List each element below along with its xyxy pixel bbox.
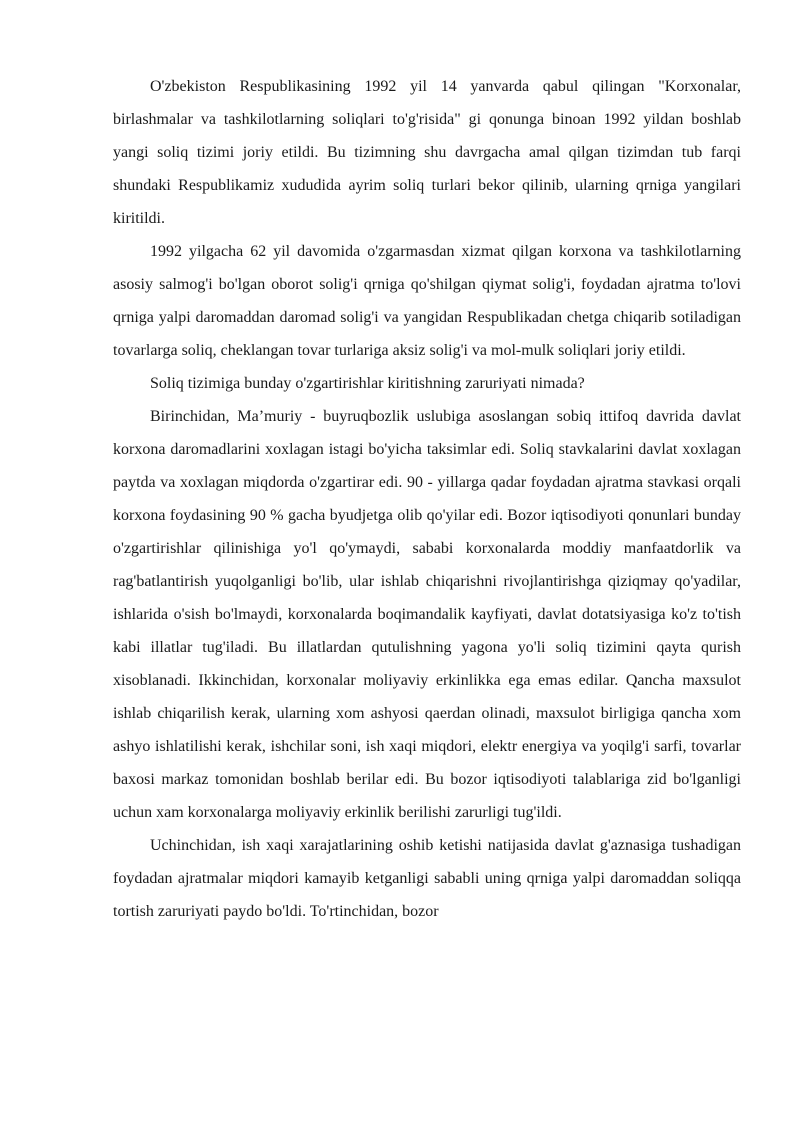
paragraph-tax-law-1992: O'zbekiston Respublikasining 1992 yil 14 yanvarda qabul qilingan "Korxonalar, birlashmalar va tashkilotlarning soliqlari to'g'risida" gi qonunga binoan 1992 yildan boshlab yangi soliq tizimi joriy etildi. Bu tizimning shu davrgacha amal qilgan tizimdan tub farqi shundaki Respublikamiz xududida ayrim soliq turlari bekor qilinib, ularning qrniga yangilari kiritildi. [113,78,741,227]
paragraph-question: Soliq tizimiga bunday o'zgartirishlar kiritishning zaruriyati nimada? [150,375,585,392]
paragraph-first-second-reasons: Birinchidan, Ma’muriy - buyruqbozlik uslubiga asoslangan sobiq ittifoq davrida davlat korxona daromadlarini xoxlagan istagi bo'yicha taksimlar edi. Soliq stavkalarini davlat xoxlagan paytda va xoxlagan miqdorda o'zgartirar edi. 90 - yillarga qadar foydadan ajratma stavkasi orqali korxona foydasining 90 % gacha byudjetga olib qo'yilar edi. Bozor iqtisodiyoti qonunlari bunday o'zgartirishlar qilinishiga yo'l qo'ymaydi, sababi korxonalarda moddiy manfaatdorlik va rag'batlantirish yuqolganligi bo'lib, ular ishlab chiqarishni rivojlantirishga qiziqmay qo'yadilar, ishlarida o'sish bo'lmaydi, korxonalarda boqimandalik kayfiyati, davlat dotatsiyasiga ko'z to'tish kabi illatlar tug'iladi. Bu illatlardan qutulishning yagona yo'li soliq tizimini qayta qurish xisoblanadi. Ikkinchidan, korxonalar moliyaviy erkinlikka ega emas edilar. Qancha maxsulot ishlab chiqarilish kerak, ularning xom ashyosi qaerdan olinadi, maxsulot birligiga qancha xom ashyo ishlatilishi kerak, ishchilar soni, ish xaqi miqdori, elektr energiya va yoqilg'i sarfi, tovarlar baxosi markaz tomonidan boshlab berilar edi. Bu bozor iqtisodiyoti talablariga zid bo'lganligi uchun xam korxonalarga moliyaviy erkinlik berilishi zarurligi tug'ildi. [113,408,741,821]
paragraph-third-fourth-reasons: Uchinchidan, ish xaqi xarajatlarining oshib ketishi natijasida davlat g'aznasiga tushadigan foydadan ajratmalar miqdori kamayib ketganligi sababli uning qrniga yalpi daromaddan soliqqa tortish zaruriyati paydo bo'ldi. To'rtinchidan, bozor [113,837,741,920]
paragraph-new-taxes: 1992 yilgacha 62 yil davomida o'zgarmasdan xizmat qilgan korxona va tashkilotlarning asosiy salmog'i bo'lgan oborot solig'i qrniga qo'shilgan qiymat solig'i, foydadan ajratma to'lovi qrniga yalpi daromaddan daromad solig'i va yangidan Respublikadan chetga chiqarib sotiladigan tovarlarga soliq, cheklangan tovar turlariga aksiz solig'i va mol-mulk soliqlari joriy etildi. [113,243,741,359]
document-page [113,70,741,928]
